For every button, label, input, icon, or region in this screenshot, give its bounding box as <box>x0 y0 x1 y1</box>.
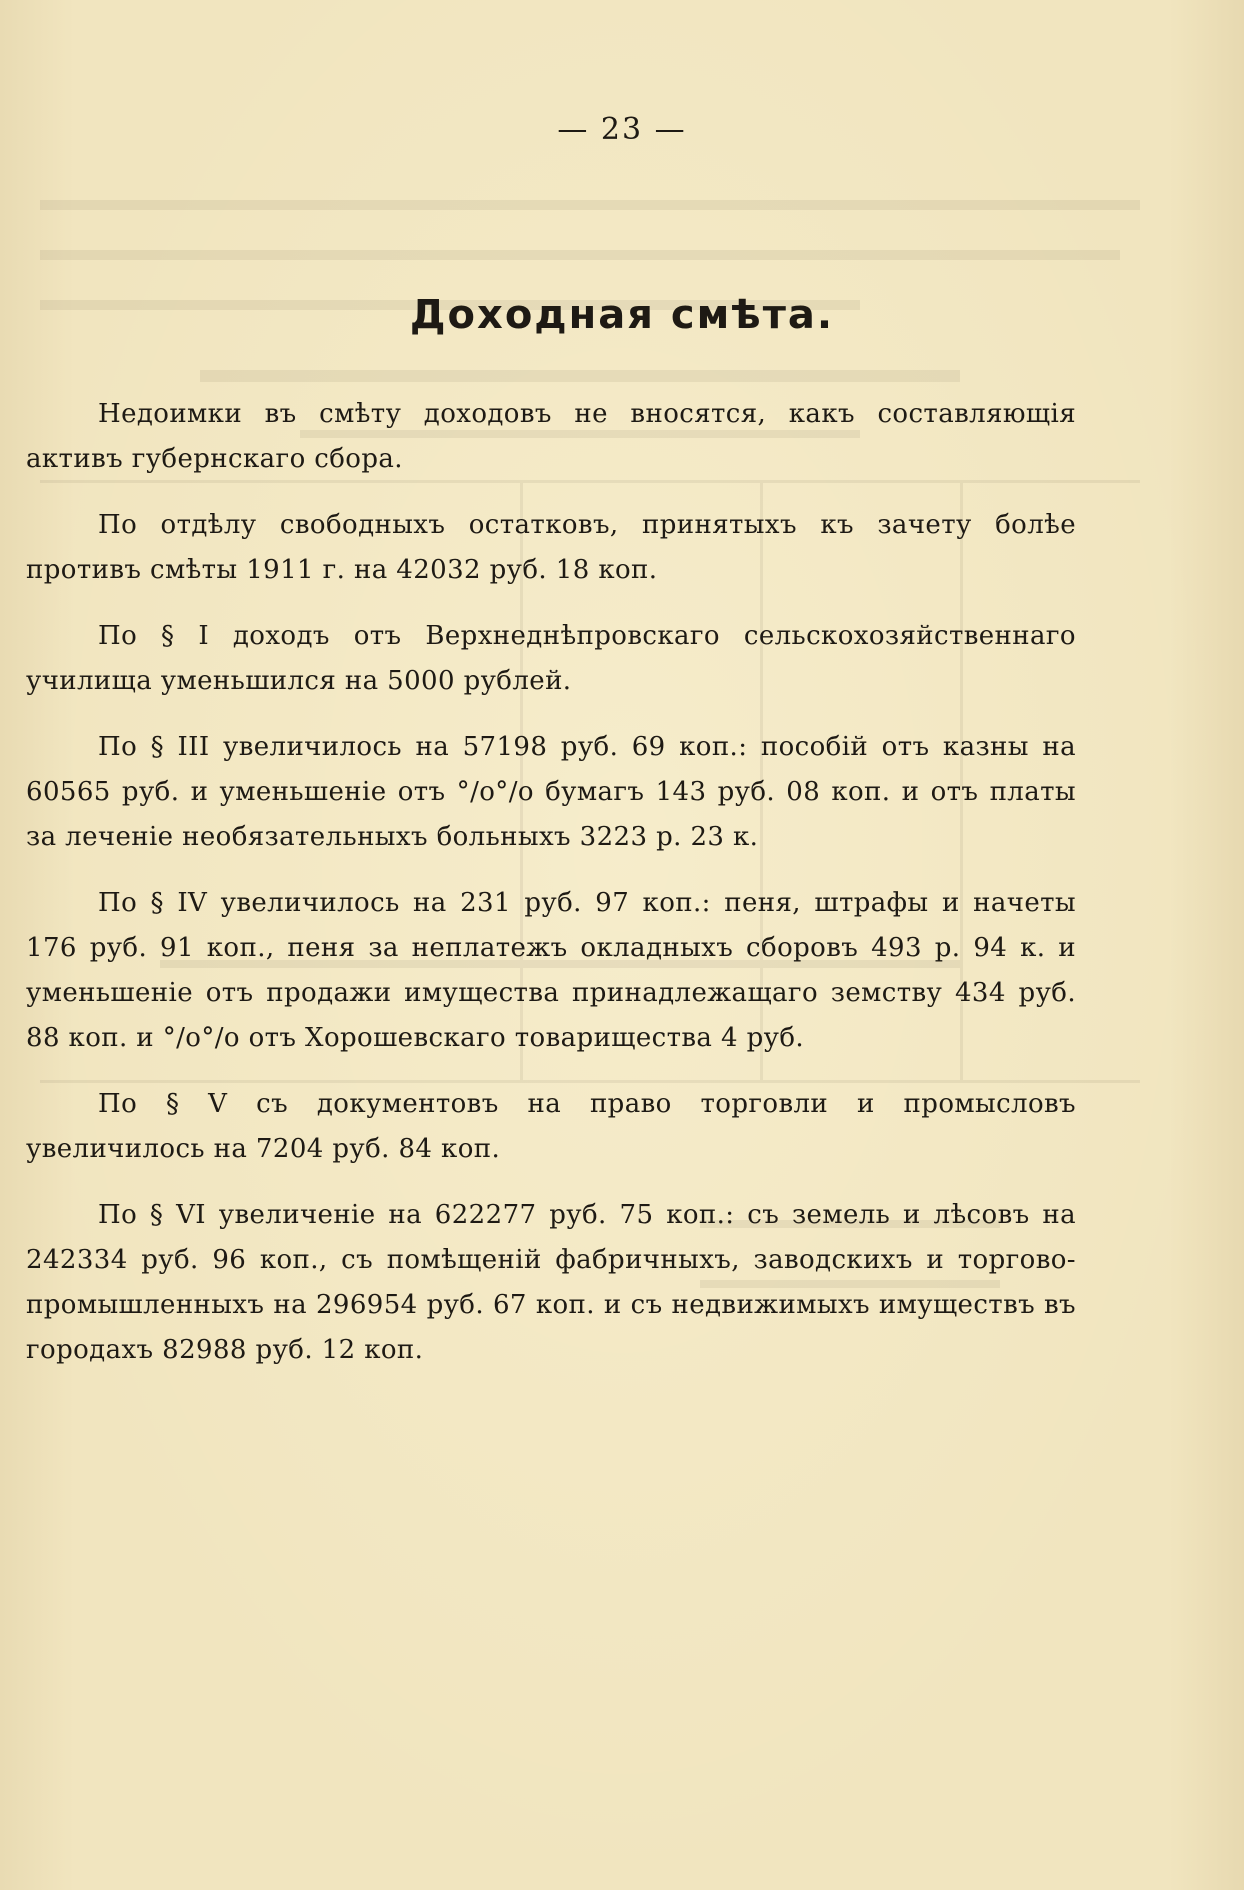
paragraph-section-i: По § I доходъ отъ Верхнеднѣпровскаго сельскохозяйственнаго училища уменьшился на 5000 рублей. <box>26 621 1076 696</box>
paragraph-section-iv: По § IV увеличилось на 231 руб. 97 коп.: пеня, штрафы и начеты 176 руб. 91 коп., пеня за неплатежъ окладныхъ сборовъ 493 р. 94 к. и уменьшеніе отъ продажи имущества принадлежащаго земству 434 руб. 88 коп. и °/о°/о отъ Хорошевскаго товарищества 4 руб. <box>26 888 1076 1053</box>
page-number: — 23 — <box>557 112 687 147</box>
page-title: Доходная смѣта. <box>409 292 835 338</box>
paragraph-section-v: По § V съ документовъ на право торговли и промысловъ увеличилось на 7204 руб. 84 коп. <box>26 1089 1076 1164</box>
paragraph-free-balances: По отдѣлу свободныхъ остатковъ, принятыхъ къ зачету болѣе противъ смѣты 1911 г. на 42032 руб. 18 коп. <box>26 510 1076 585</box>
paragraph-section-vi: По § VI увеличеніе на 622277 руб. 75 коп.: съ земель и лѣсовъ на 242334 руб. 96 коп., съ помѣщеній фабричныхъ, заводскихъ и торгово-промышленныхъ на 296954 руб. 67 коп. и съ недвижимыхъ имуществъ въ городахъ 82988 руб. 12 коп. <box>26 1200 1076 1365</box>
paragraph-section-iii: По § III увеличилось на 57198 руб. 69 коп.: пособій отъ казны на 60565 руб. и уменьшеніе отъ °/о°/о бумагъ 143 руб. 08 коп. и отъ платы за леченіе необязательныхъ больныхъ 3223 р. 23 к. <box>26 732 1076 852</box>
document-body <box>26 392 1076 1394</box>
paragraph-arrears: Недоимки въ смѣту доходовъ не вносятся, какъ составляющія активъ губернскаго сбора. <box>26 399 1076 474</box>
